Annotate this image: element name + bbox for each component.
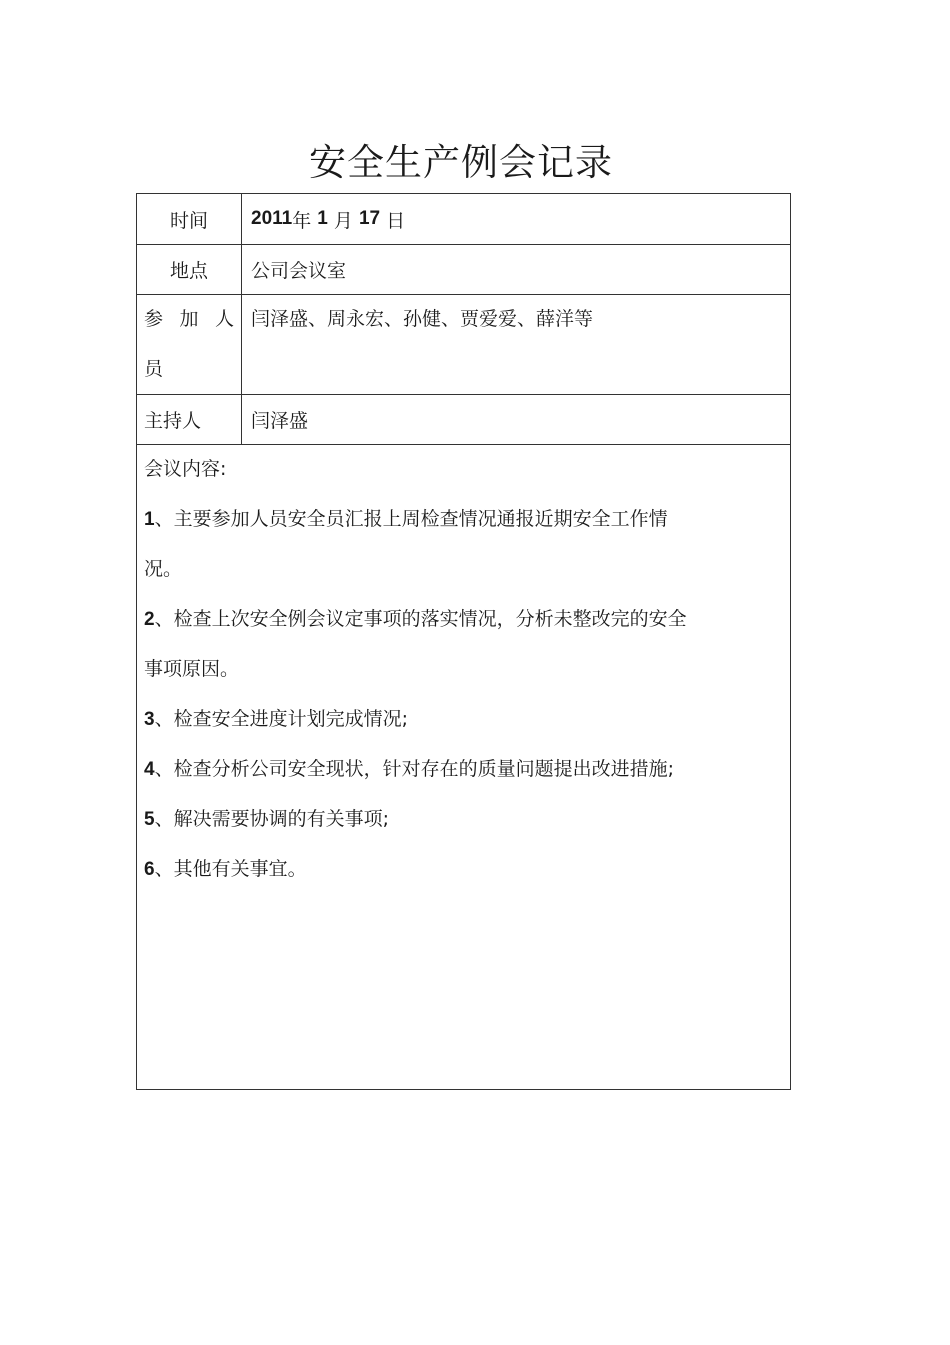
content-item-2: [144, 607, 770, 657]
attendees-row: [137, 295, 790, 395]
year-unit: 年: [292, 209, 312, 232]
attendees-label-char: 加: [179, 308, 199, 330]
item-number: 1: [144, 509, 155, 530]
place-value: 公司会议室: [251, 260, 347, 282]
item-text: 、解决需要协调的有关事项;: [154, 808, 389, 830]
item-text: 、其他有关事宜。: [154, 858, 307, 880]
host-value: 闫泽盛: [251, 410, 309, 432]
item-text: 、检查安全进度计划完成情况;: [154, 708, 408, 730]
document-title: 安全生产例会记录: [309, 141, 613, 184]
item-number: 6: [144, 859, 155, 880]
item-text: 、主要参加人员安全员汇报上周检查情况通报近期安全工作情: [154, 508, 668, 530]
meeting-content: [144, 457, 770, 907]
content-item-2-cont: 事项原因。: [144, 658, 240, 680]
item-number: 3: [144, 709, 155, 730]
item-number: 2: [144, 609, 155, 630]
attendees-value: 闫泽盛、周永宏、孙健、贾爱爱、薛洋等: [251, 308, 594, 330]
content-heading: 会议内容:: [144, 458, 227, 480]
time-value: [251, 194, 405, 244]
day-unit: 日: [386, 209, 406, 232]
content-item-4: [144, 757, 770, 807]
attendees-label-char: 参: [144, 308, 164, 330]
item-number: 5: [144, 809, 155, 830]
content-item-3: [144, 707, 770, 757]
item-text: 、检查分析公司安全现状，针对存在的质量问题提出改进措施;: [154, 758, 674, 780]
year-value: 2011: [251, 208, 293, 229]
host-label: 主持人: [137, 395, 242, 444]
place-label: 地点: [137, 245, 242, 294]
item-text: 、检查上次安全例会议定事项的落实情况，分析未整改完的安全: [154, 608, 687, 630]
attendees-label: [137, 295, 242, 394]
attendees-label-tail: 员: [144, 358, 164, 380]
item-number: 4: [144, 759, 155, 780]
month-unit: 月: [333, 209, 353, 232]
host-row: [137, 395, 790, 445]
content-item-1: [144, 507, 770, 557]
content-item-1-cont: 况。: [144, 558, 183, 580]
month-value: 1: [317, 208, 328, 229]
content-item-6: [144, 857, 770, 907]
meeting-record-form: [136, 193, 791, 1090]
content-item-5: [144, 807, 770, 857]
time-label: 时间: [137, 194, 242, 244]
place-row: [137, 245, 790, 295]
attendees-label-char: 人: [214, 308, 234, 330]
day-value: 17: [358, 208, 381, 229]
time-row: [137, 194, 790, 245]
